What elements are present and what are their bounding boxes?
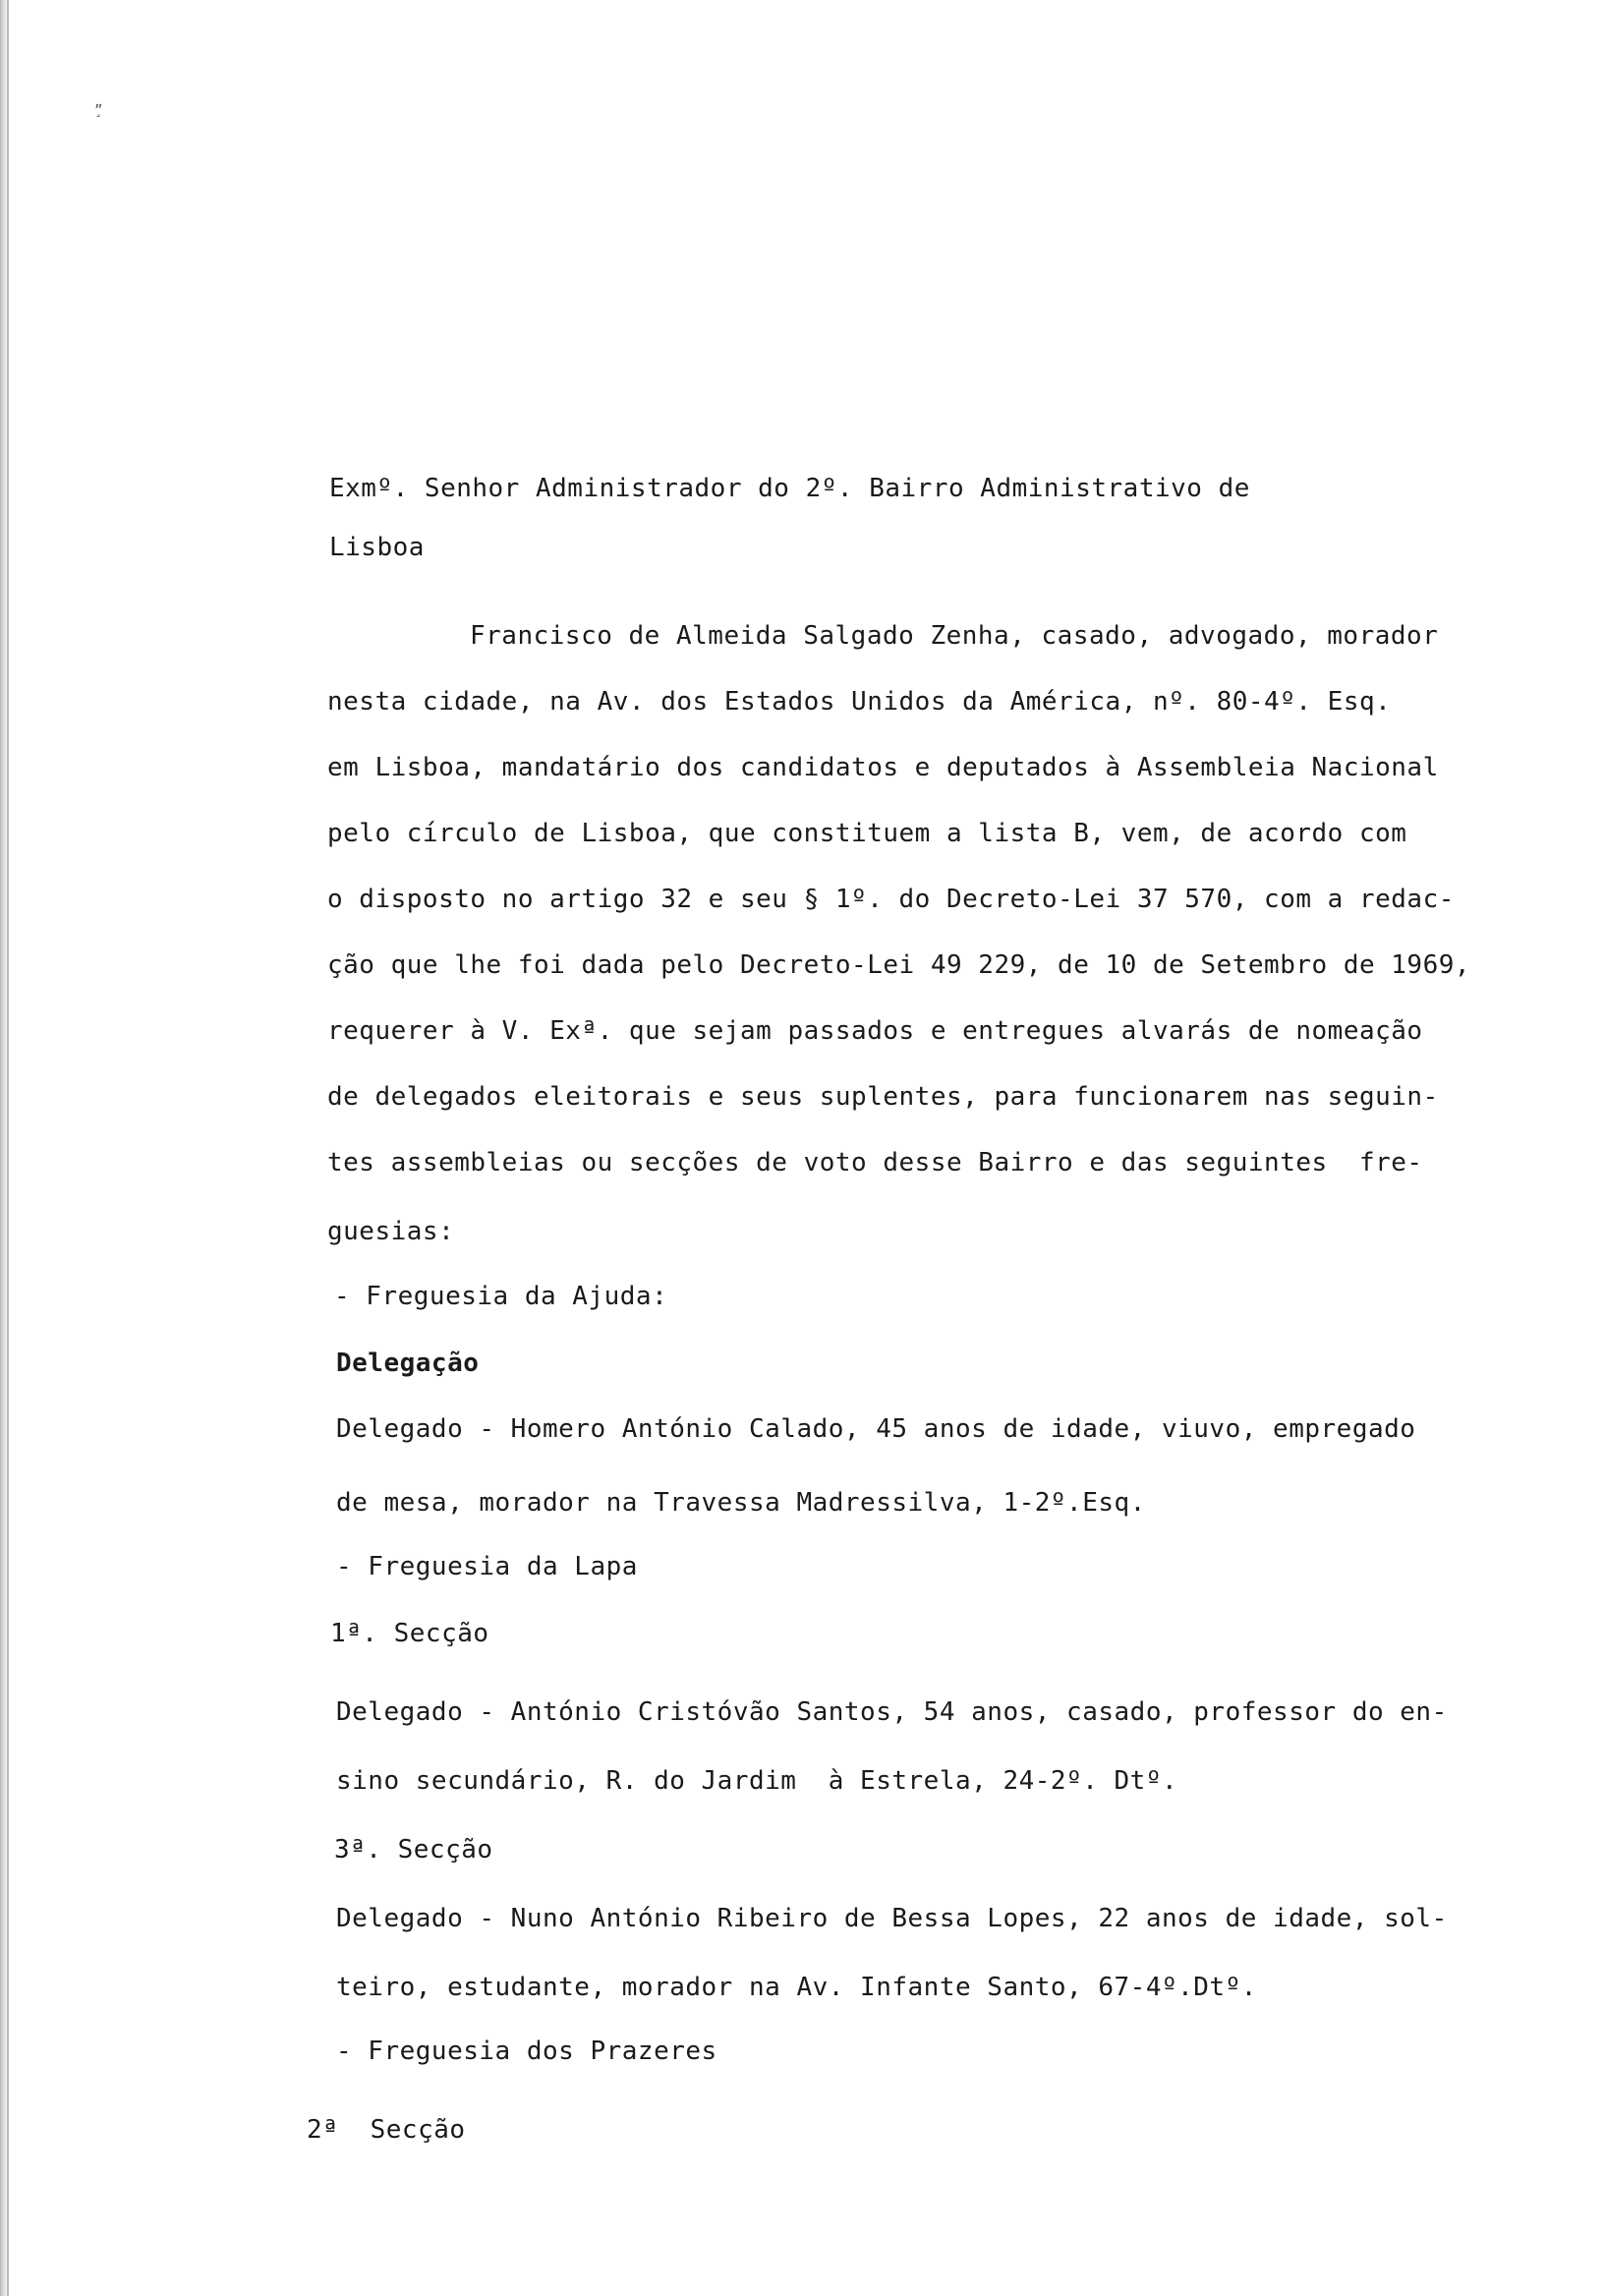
address-line-1: Exmº. Senhor Administrador do 2º. Bairro Administrativo de [329,474,1250,503]
paragraph-line-8: de delegados eleitorais e seus suplentes, para funcionarem nas seguin- [327,1082,1439,1112]
paragraph-line-4: pelo círculo de Lisboa, que constituem a lista B, vem, de acordo com [327,819,1407,848]
paragraph-line-1: Francisco de Almeida Salgado Zenha, casado, advogado, morador [470,621,1439,651]
ajuda-delegate-line-2: de mesa, morador na Travessa Madressilva, 1-2º.Esq. [336,1488,1146,1518]
binding-edge-line [7,0,9,2296]
lapa-delegate-1-line-2: sino secundário, R. do Jardim à Estrela, 24-2º. Dtº. [336,1766,1178,1796]
struck-text: Delegação [336,1349,480,1378]
paragraph-line-5: o disposto no artigo 32 e seu § 1º. do Decreto-Lei 37 570, com a redac- [327,885,1455,914]
paragraph-line-6: ção que lhe foi dada pelo Decreto-Lei 49 229, de 10 de Setembro de 1969, [327,950,1471,980]
lapa-section-3: 3ª. Secção [334,1835,493,1865]
paragraph-line-9: tes assembleias ou secções de voto desse Bairro e das seguintes fre- [327,1148,1423,1177]
ajuda-delegate-line-1: Delegado - Homero António Calado, 45 anos de idade, viuvo, empregado [336,1414,1416,1444]
ajuda-heading: - Freguesia da Ajuda: [334,1282,668,1311]
address-line-2: Lisboa [329,533,425,562]
ink-smudge: „ ¸ [94,94,103,118]
lapa-delegate-3-line-1: Delegado - Nuno António Ribeiro de Bessa Lopes, 22 anos de idade, sol- [336,1904,1448,1933]
prazeres-section-2: 2ª Secção [307,2115,466,2145]
paragraph-line-3: em Lisboa, mandatário dos candidatos e deputados à Assembleia Nacional [327,753,1439,782]
paragraph-line-7: requerer à V. Exª. que sejam passados e entregues alvarás de nomeação [327,1016,1423,1046]
paragraph-line-10: guesias: [327,1217,455,1246]
lapa-delegate-1-line-1: Delegado - António Cristóvão Santos, 54 anos, casado, professor do en- [336,1697,1448,1727]
lapa-delegate-3-line-2: teiro, estudante, morador na Av. Infante Santo, 67-4º.Dtº. [336,1973,1257,2002]
paragraph-line-2: nesta cidade, na Av. dos Estados Unidos da América, nº. 80-4º. Esq. [327,687,1392,717]
lapa-heading: - Freguesia da Lapa [336,1552,638,1581]
lapa-section-1: 1ª. Secção [330,1619,489,1648]
prazeres-heading: - Freguesia dos Prazeres [336,2037,717,2066]
